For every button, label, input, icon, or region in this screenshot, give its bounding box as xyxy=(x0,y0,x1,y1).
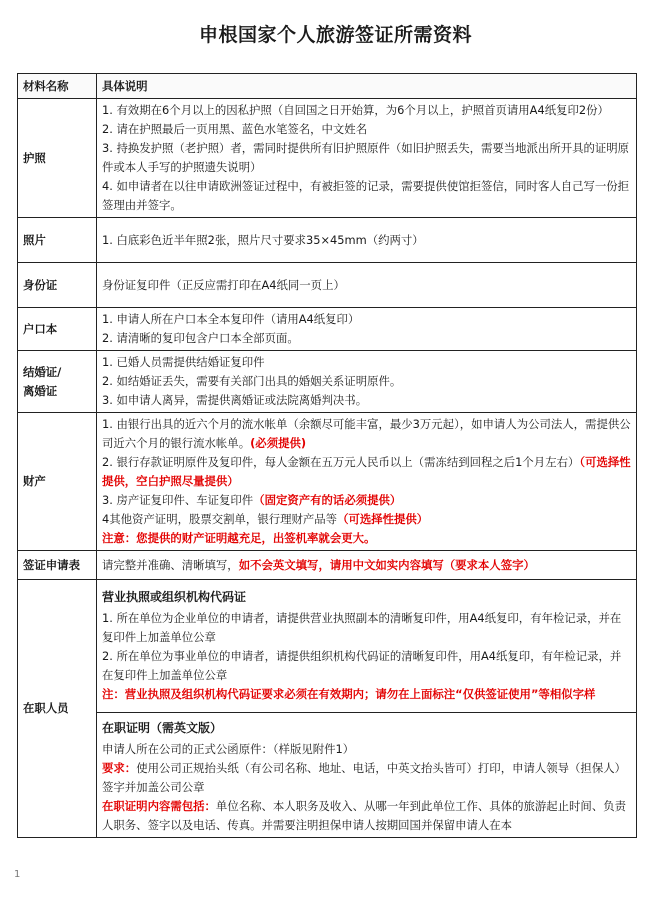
assets-line-4 xyxy=(102,510,631,529)
assets-line-2 xyxy=(102,453,631,491)
assets-line-2-optional: （可选择性提供，空白护照尽量提供） xyxy=(102,455,631,488)
marriage-line-2: 2. 如结婚证丢失，需要有关部门出具的婚姻关系证明原件。 xyxy=(102,374,402,388)
assets-line-1 xyxy=(102,415,631,453)
employment-cert-requirement xyxy=(102,759,631,797)
marriage-line-3: 3. 如申请人离异，需提供离婚证或法院离婚判决书。 xyxy=(102,393,368,407)
assets-note: 注意：您提供的财产证明越充足，出签机率就会更大。 xyxy=(102,531,376,545)
row-label-hukou: 户口本 xyxy=(18,308,97,351)
row-content-employed xyxy=(97,580,637,838)
hukou-line-2: 2. 请清晰的复印包含户口本全部页面。 xyxy=(102,331,299,345)
hukou-line-1: 1. 申请人所在户口本全本复印件（请用A4纸复印） xyxy=(102,312,360,326)
employment-cert-content xyxy=(102,797,631,835)
passport-line-4: 4. 如申请者在以往申请欧洲签证过程中，有被拒签的记录，需要提供使馆拒签信，同时客人自己写一份拒签理由并签字。 xyxy=(102,179,630,212)
page-number: 1 xyxy=(14,869,21,880)
section-divider xyxy=(97,712,636,713)
license-note: 注：营业执照及组织机构代码证要求必须在有效期内；请勿在上面标注“仅供签证使用”等相似字样 xyxy=(102,687,596,701)
passport-line-3: 3. 持换发护照（老护照）者，需同时提供所有旧护照原件（如旧护照丢失，需要当地派出所开具的证明原件或本人手写的护照遗失说明） xyxy=(102,141,630,174)
employment-cert-title: 在职证明（需英文版） xyxy=(102,721,223,735)
content-text: 单位名称、本人职务及收入、从哪一年到此单位工作、具体的旅游起止时间、负责人职务、签字以及电话、传真。并需要注明担保申请人按期回国并保留申请人在本 xyxy=(102,799,626,832)
table-row-marriage xyxy=(18,351,637,413)
row-content-hukou xyxy=(97,308,637,351)
table-row-photo xyxy=(18,218,637,263)
visa-form-warning: 如不会英文填写，请用中文如实内容填写（要求本人签字） xyxy=(238,557,535,572)
row-label-employed: 在职人员 xyxy=(18,580,97,838)
passport-line-1: 1. 有效期在6个月以上的因私护照（自回国之日开始算，为6个月以上，护照首页请用A4纸复印2份） xyxy=(102,103,609,117)
license-line-1: 1. 所在单位为企业单位的申请者，请提供营业执照副本的清晰复印件，用A4纸复印，有年检记录，并在复印件上加盖单位公章 xyxy=(102,611,622,644)
requirement-text: 使用公司正规抬头纸（有公司名称、地址、电话，中英文抬头皆可）打印，申请人领导（担保人）签字并加盖公司公章 xyxy=(102,761,626,794)
marriage-line-1: 1. 已婚人员需提供结婚证复印件 xyxy=(102,355,265,369)
page-title: 申根国家个人旅游签证所需资料 xyxy=(198,24,472,46)
table-row-hukou xyxy=(18,308,637,351)
assets-line-4-text: 4其他资产证明，股票交割单，银行理财产品等 xyxy=(102,512,338,526)
row-content-marriage xyxy=(97,351,637,413)
table-row-assets xyxy=(18,413,637,551)
table-row-employed xyxy=(18,580,637,838)
header-description: 具体说明 xyxy=(97,74,637,99)
table-row-idcard xyxy=(18,263,637,308)
table-row-visa-form xyxy=(18,551,637,580)
row-label-marriage xyxy=(18,351,97,413)
row-content-visa-form xyxy=(97,551,637,580)
assets-line-1-text: 1. 由银行出具的近六个月的流水帐单（余额尽可能丰富，最少3万元起），如申请人为公司法人，需提供公司近六个月的银行流水帐单。 xyxy=(102,417,631,450)
assets-line-2-text: 2. 银行存款证明原件及复印件，每人金额在五万元人民币以上（需冻结到回程之后1个月左右） xyxy=(102,455,580,469)
marriage-label-2: 离婚证 xyxy=(23,383,58,398)
row-label-visa-form: 签证申请表 xyxy=(18,551,97,580)
row-label-photo: 照片 xyxy=(18,218,97,263)
requirement-label: 要求： xyxy=(102,761,137,775)
row-label-passport: 护照 xyxy=(18,99,97,218)
header-material-name: 材料名称 xyxy=(18,74,97,99)
assets-line-3-required: （固定资产有的话必须提供） xyxy=(253,493,402,507)
content-label: 在职证明内容需包括： xyxy=(102,799,216,813)
assets-line-3 xyxy=(102,491,631,510)
assets-line-1-required: (必须提供) xyxy=(250,436,307,450)
table-row-passport xyxy=(18,99,637,218)
row-content-photo: 1. 白底彩色近半年照2张，照片尺寸要求35×45mm（约两寸） xyxy=(97,218,637,263)
row-label-assets: 财产 xyxy=(18,413,97,551)
table-header-row xyxy=(18,74,637,99)
employment-cert-line-1: 申请人所在公司的正式公函原件：（样版见附件1） xyxy=(102,742,355,756)
assets-line-3-text: 3. 房产证复印件、车证复印件 xyxy=(102,493,254,507)
row-content-idcard: 身份证复印件（正反应需打印在A4纸同一页上） xyxy=(97,263,637,308)
requirements-table xyxy=(17,73,637,838)
visa-form-text: 请完整并准确、清晰填写， xyxy=(102,557,239,572)
assets-line-4-optional: （可选择性提供） xyxy=(337,512,429,526)
license-section-title: 营业执照或组织机构代码证 xyxy=(102,590,247,604)
row-content-assets xyxy=(97,413,637,551)
row-label-idcard: 身份证 xyxy=(18,263,97,308)
marriage-label-1: 结婚证/ xyxy=(23,364,62,379)
passport-line-2: 2. 请在护照最后一页用黑、蓝色水笔签名，中文姓名 xyxy=(102,122,368,136)
row-content-passport xyxy=(97,99,637,218)
license-line-2: 2. 所在单位为事业单位的申请者，请提供组织机构代码证的清晰复印件，用A4纸复印，有年检记录，并在复印件上加盖单位公章 xyxy=(102,649,622,682)
